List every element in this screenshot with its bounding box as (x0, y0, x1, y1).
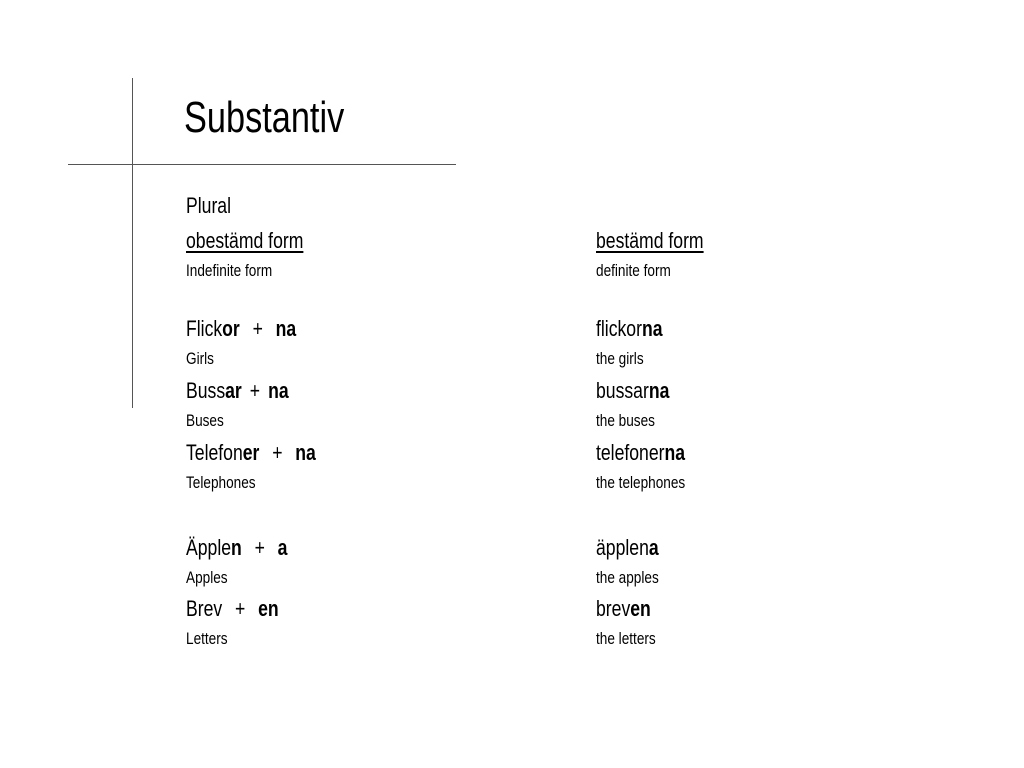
definite-translation: the telephones (596, 473, 686, 492)
definite-entry-applena (596, 536, 659, 560)
definite-ending: en (630, 596, 651, 621)
noun-stem: Flick (186, 316, 223, 341)
definite-stem: brev (596, 596, 631, 621)
plus-sign: + (249, 378, 261, 403)
definite-suffix: a (277, 535, 288, 560)
definite-suffix: en (258, 596, 279, 621)
definite-translation: the girls (596, 349, 644, 368)
entry-translation: Letters (186, 629, 228, 648)
entry-translation: Girls (186, 349, 214, 368)
definite-entry-breven (596, 597, 651, 621)
plural-ending: n (231, 535, 242, 560)
section-label: Plural (186, 193, 231, 218)
definite-entry-bussarna (596, 379, 669, 403)
entry-applen (186, 536, 287, 560)
entry-telefoner (186, 441, 316, 465)
definite-translation: the apples (596, 568, 659, 587)
definite-translation: the buses (596, 411, 655, 430)
definite-ending: a (648, 535, 659, 560)
definite-translation: the letters (596, 629, 656, 648)
plus-sign: + (254, 535, 265, 560)
entry-flickor (186, 317, 296, 341)
horizontal-divider (68, 164, 456, 165)
plus-sign: + (272, 440, 283, 465)
entry-translation: Buses (186, 411, 224, 430)
definite-entry-telefonerna (596, 441, 685, 465)
plus-sign: + (235, 596, 246, 621)
definite-header-translation: definite form (596, 261, 671, 280)
plural-ending: ar (225, 378, 242, 403)
entry-translation: Apples (186, 568, 228, 587)
noun-stem: Telefon (186, 440, 243, 465)
noun-stem: Brev (186, 596, 223, 621)
noun-stem: Buss (186, 378, 226, 403)
definite-stem: telefoner (596, 440, 665, 465)
definite-header: bestämd form (596, 228, 704, 253)
plural-ending: or (222, 316, 240, 341)
page-title: Substantiv (184, 93, 345, 142)
vertical-divider (132, 78, 133, 408)
definite-ending: na (641, 316, 663, 341)
definite-suffix: na (268, 378, 289, 403)
definite-ending: na (664, 440, 686, 465)
noun-stem: Äpple (186, 535, 232, 560)
indefinite-header-translation: Indefinite form (186, 261, 273, 280)
definite-entry-flickorna (596, 317, 663, 341)
plural-ending: er (242, 440, 260, 465)
entry-translation: Telephones (186, 473, 256, 492)
definite-suffix: na (275, 316, 297, 341)
definite-stem: flickor (596, 316, 642, 341)
definite-suffix: na (295, 440, 316, 465)
plus-sign: + (252, 316, 263, 341)
definite-ending: na (648, 378, 670, 403)
entry-brev (186, 597, 279, 621)
entry-bussar (186, 379, 289, 403)
definite-stem: äpplen (596, 535, 649, 560)
definite-stem: bussar (596, 378, 649, 403)
indefinite-header: obestämd form (186, 228, 304, 253)
